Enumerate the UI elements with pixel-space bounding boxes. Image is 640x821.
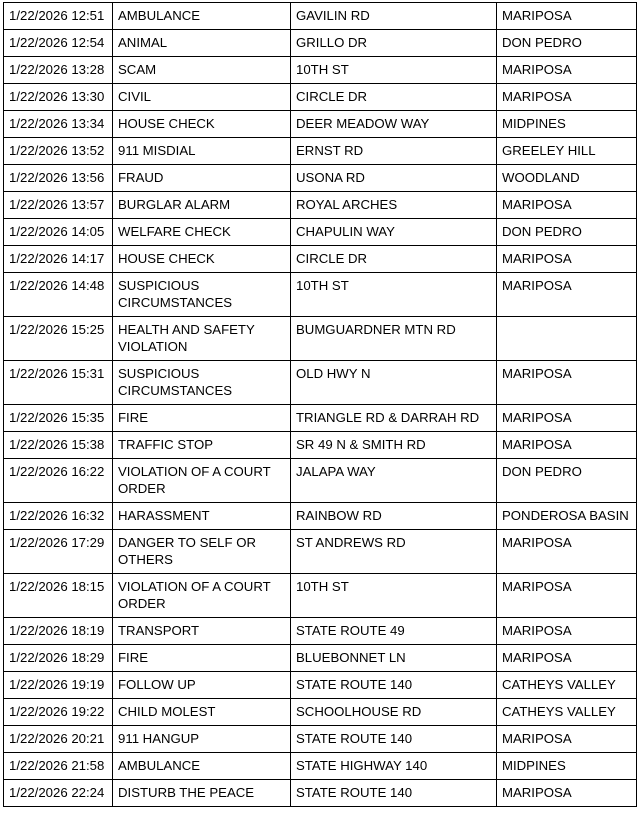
call-datetime: 1/22/2026 18:15 bbox=[4, 574, 113, 618]
table-row bbox=[4, 574, 637, 618]
call-type: SUSPICIOUS CIRCUMSTANCES bbox=[113, 361, 291, 405]
call-datetime: 1/22/2026 19:22 bbox=[4, 699, 113, 726]
table-row bbox=[4, 530, 637, 574]
call-datetime: 1/22/2026 12:54 bbox=[4, 30, 113, 57]
call-location: OLD HWY N bbox=[291, 361, 497, 405]
call-datetime: 1/22/2026 15:38 bbox=[4, 432, 113, 459]
call-type: SCAM bbox=[113, 57, 291, 84]
call-location: ERNST RD bbox=[291, 138, 497, 165]
call-datetime: 1/22/2026 21:58 bbox=[4, 753, 113, 780]
table-row bbox=[4, 111, 637, 138]
call-area: DON PEDRO bbox=[497, 459, 637, 503]
call-location: STATE HIGHWAY 140 bbox=[291, 753, 497, 780]
table-row bbox=[4, 618, 637, 645]
call-log-body bbox=[4, 3, 637, 807]
table-row bbox=[4, 459, 637, 503]
call-type: 911 HANGUP bbox=[113, 726, 291, 753]
table-row bbox=[4, 361, 637, 405]
call-type: DISTURB THE PEACE bbox=[113, 780, 291, 807]
call-area: MIDPINES bbox=[497, 753, 637, 780]
call-location: USONA RD bbox=[291, 165, 497, 192]
call-location: CHAPULIN WAY bbox=[291, 219, 497, 246]
call-type: FRAUD bbox=[113, 165, 291, 192]
call-area: MARIPOSA bbox=[497, 645, 637, 672]
call-location: CIRCLE DR bbox=[291, 84, 497, 111]
call-datetime: 1/22/2026 22:24 bbox=[4, 780, 113, 807]
call-area: WOODLAND bbox=[497, 165, 637, 192]
call-datetime: 1/22/2026 13:30 bbox=[4, 84, 113, 111]
call-location: 10TH ST bbox=[291, 574, 497, 618]
call-area: MARIPOSA bbox=[497, 361, 637, 405]
call-area: DON PEDRO bbox=[497, 219, 637, 246]
call-type: HOUSE CHECK bbox=[113, 111, 291, 138]
call-location: STATE ROUTE 140 bbox=[291, 726, 497, 753]
table-row bbox=[4, 246, 637, 273]
call-datetime: 1/22/2026 15:25 bbox=[4, 317, 113, 361]
call-area: CATHEYS VALLEY bbox=[497, 672, 637, 699]
table-row bbox=[4, 672, 637, 699]
call-type: HOUSE CHECK bbox=[113, 246, 291, 273]
table-row bbox=[4, 780, 637, 807]
call-datetime: 1/22/2026 13:57 bbox=[4, 192, 113, 219]
call-location: TRIANGLE RD & DARRAH RD bbox=[291, 405, 497, 432]
call-datetime: 1/22/2026 12:51 bbox=[4, 3, 113, 30]
table-row bbox=[4, 273, 637, 317]
call-location: GRILLO DR bbox=[291, 30, 497, 57]
call-area: MIDPINES bbox=[497, 111, 637, 138]
table-row bbox=[4, 645, 637, 672]
call-datetime: 1/22/2026 16:32 bbox=[4, 503, 113, 530]
call-area: CATHEYS VALLEY bbox=[497, 699, 637, 726]
call-type: BURGLAR ALARM bbox=[113, 192, 291, 219]
call-type: DANGER TO SELF OR OTHERS bbox=[113, 530, 291, 574]
table-row bbox=[4, 753, 637, 780]
call-type: ANIMAL bbox=[113, 30, 291, 57]
call-area: MARIPOSA bbox=[497, 530, 637, 574]
call-location: RAINBOW RD bbox=[291, 503, 497, 530]
call-datetime: 1/22/2026 19:19 bbox=[4, 672, 113, 699]
table-row bbox=[4, 84, 637, 111]
call-area: MARIPOSA bbox=[497, 432, 637, 459]
call-area: MARIPOSA bbox=[497, 246, 637, 273]
call-log-table bbox=[3, 2, 637, 807]
call-location: SR 49 N & SMITH RD bbox=[291, 432, 497, 459]
call-datetime: 1/22/2026 14:17 bbox=[4, 246, 113, 273]
call-location: GAVILIN RD bbox=[291, 3, 497, 30]
call-location: STATE ROUTE 140 bbox=[291, 672, 497, 699]
call-type: AMBULANCE bbox=[113, 753, 291, 780]
call-area: MARIPOSA bbox=[497, 192, 637, 219]
call-type: 911 MISDIAL bbox=[113, 138, 291, 165]
call-location: STATE ROUTE 140 bbox=[291, 780, 497, 807]
call-area: MARIPOSA bbox=[497, 618, 637, 645]
call-datetime: 1/22/2026 14:05 bbox=[4, 219, 113, 246]
call-area: GREELEY HILL bbox=[497, 138, 637, 165]
table-row bbox=[4, 405, 637, 432]
call-datetime: 1/22/2026 18:29 bbox=[4, 645, 113, 672]
call-type: HARASSMENT bbox=[113, 503, 291, 530]
call-location: JALAPA WAY bbox=[291, 459, 497, 503]
table-row bbox=[4, 219, 637, 246]
call-type: CHILD MOLEST bbox=[113, 699, 291, 726]
call-location: STATE ROUTE 49 bbox=[291, 618, 497, 645]
call-datetime: 1/22/2026 15:31 bbox=[4, 361, 113, 405]
call-type: FIRE bbox=[113, 645, 291, 672]
call-area: MARIPOSA bbox=[497, 273, 637, 317]
call-location: 10TH ST bbox=[291, 57, 497, 84]
call-datetime: 1/22/2026 17:29 bbox=[4, 530, 113, 574]
call-type: FOLLOW UP bbox=[113, 672, 291, 699]
call-datetime: 1/22/2026 13:52 bbox=[4, 138, 113, 165]
call-location: ROYAL ARCHES bbox=[291, 192, 497, 219]
table-row bbox=[4, 726, 637, 753]
table-row bbox=[4, 3, 637, 30]
call-area: MARIPOSA bbox=[497, 780, 637, 807]
table-row bbox=[4, 138, 637, 165]
call-datetime: 1/22/2026 13:56 bbox=[4, 165, 113, 192]
call-type: TRAFFIC STOP bbox=[113, 432, 291, 459]
call-location: BLUEBONNET LN bbox=[291, 645, 497, 672]
call-datetime: 1/22/2026 14:48 bbox=[4, 273, 113, 317]
table-row bbox=[4, 317, 637, 361]
call-location: SCHOOLHOUSE RD bbox=[291, 699, 497, 726]
call-type: CIVIL bbox=[113, 84, 291, 111]
call-datetime: 1/22/2026 13:34 bbox=[4, 111, 113, 138]
table-row bbox=[4, 432, 637, 459]
call-area: DON PEDRO bbox=[497, 30, 637, 57]
call-area: MARIPOSA bbox=[497, 3, 637, 30]
call-type: AMBULANCE bbox=[113, 3, 291, 30]
call-location: 10TH ST bbox=[291, 273, 497, 317]
table-row bbox=[4, 699, 637, 726]
call-area: MARIPOSA bbox=[497, 574, 637, 618]
call-datetime: 1/22/2026 16:22 bbox=[4, 459, 113, 503]
call-datetime: 1/22/2026 20:21 bbox=[4, 726, 113, 753]
call-type: VIOLATION OF A COURT ORDER bbox=[113, 574, 291, 618]
call-area: MARIPOSA bbox=[497, 405, 637, 432]
call-type: HEALTH AND SAFETY VIOLATION bbox=[113, 317, 291, 361]
call-location: DEER MEADOW WAY bbox=[291, 111, 497, 138]
call-type: WELFARE CHECK bbox=[113, 219, 291, 246]
call-location: CIRCLE DR bbox=[291, 246, 497, 273]
call-type: SUSPICIOUS CIRCUMSTANCES bbox=[113, 273, 291, 317]
table-row bbox=[4, 30, 637, 57]
call-type: TRANSPORT bbox=[113, 618, 291, 645]
call-area bbox=[497, 317, 637, 361]
call-type: VIOLATION OF A COURT ORDER bbox=[113, 459, 291, 503]
call-location: ST ANDREWS RD bbox=[291, 530, 497, 574]
call-area: PONDEROSA BASIN bbox=[497, 503, 637, 530]
call-datetime: 1/22/2026 13:28 bbox=[4, 57, 113, 84]
call-area: MARIPOSA bbox=[497, 84, 637, 111]
table-row bbox=[4, 165, 637, 192]
call-area: MARIPOSA bbox=[497, 57, 637, 84]
call-area: MARIPOSA bbox=[497, 726, 637, 753]
call-type: FIRE bbox=[113, 405, 291, 432]
call-location: BUMGUARDNER MTN RD bbox=[291, 317, 497, 361]
table-row bbox=[4, 57, 637, 84]
table-row bbox=[4, 503, 637, 530]
call-datetime: 1/22/2026 15:35 bbox=[4, 405, 113, 432]
table-row bbox=[4, 192, 637, 219]
call-datetime: 1/22/2026 18:19 bbox=[4, 618, 113, 645]
